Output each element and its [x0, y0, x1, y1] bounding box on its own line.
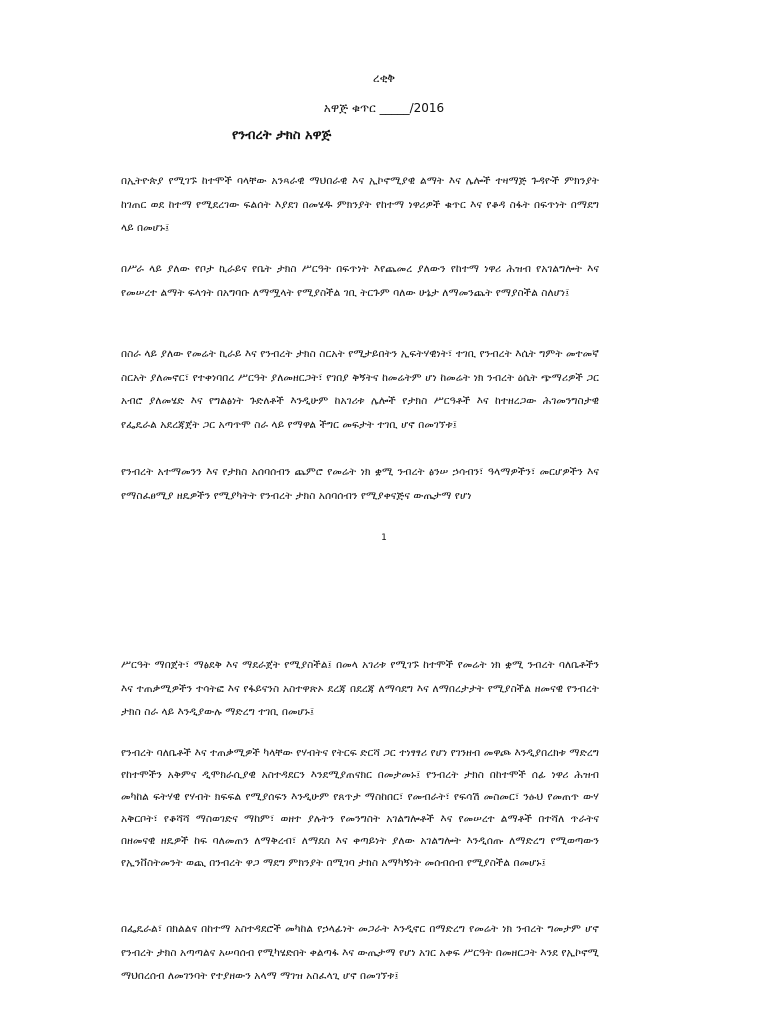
law-title: የንብረት ታክስ አዋጅ — [232, 128, 332, 143]
page-break — [0, 560, 768, 650]
law-number: አዋጅ ቁጥር _____/2016 — [323, 101, 445, 115]
page-number: 1 — [381, 533, 387, 543]
preamble-paragraph-2: በሥራ ላይ ያለው የቦታ ኪራይና የቤት ታክስ ሥርዓት በፍጥነት እየጨመረ ያለውን የከተማ ነዋሪ ሕዝብ የአገልግሎት እና የመሠረተ ልማት ፍላጎት በአግባቡ ለማሟላት የሚያስችል ገቢ ትርጉም ባለው ሁኔታ ለማመንጨት የማያስችል ስለሆነ፤ — [121, 263, 599, 299]
draft-label: ረቂቅ — [372, 71, 396, 85]
preamble-paragraph-1: በኢትዮጵያ የሚገኙ ከተሞች ባላቸው አንጻራዊ ማህበራዊ እና ኢኮኖሚያዊ ልማት እና ሌሎች ተዛማጅ ጉዳዮች ምክንያት ከገጠር ወደ ከተማ የሚደረገው ፍልሰት እያደገ በመሄዱ ምክንያት የከተማ ነዋሪዎች ቁጥር እና የቆዳ ስፋት በፍጥነት በማደግ ላይ በመሆኑ፤ — [121, 175, 599, 234]
preamble-paragraph-3: በስራ ላይ ያለው የመሬት ኪራይ እና የንብረት ታክስ ስርአት የሚታይበትን ኢፍትሃዊነት፣ ተገቢ የንብረት እሴት ግምት መተመኛ ስርአት ያለመኖር፣ የተቀነባበረ ሥርዓት ያለመዘርጋት፣ የገበያ ቅኝትና ከመሬትም ሆነ ከመሬት ነክ ንብረት ዕሴት ጭማሪዎች ጋር አብሮ ያለመሄድ እና የግልፅነት ጉድለቶች እንዲሁም ከአገሪቱ ሌሎች የታክስ ሥርዓቶች እና ከተዘረጋው ሕገመንግስታዊ የፌዴራል አደረጃጀት ጋር አጣጥሞ ስራ ላይ የማዋል ችግር መፍታት ተገቢ ሆኖ በመገኘቱ፤ — [121, 348, 599, 431]
preamble-paragraph-7: በፌዴራል፣ በክልልና በከተማ አስተዳደሮች መካከል የኃላፊነት መጋራት እንዲኖር በማድረግ የመሬት ነክ ንብረት ግመታም ሆኖ የንብረት ታክስ አጣጣልና አሠባሰብ የሚካሄድበት ቀልጣፋ እና ውጤታማ የሆነ አገር አቀፍ ሥርዓት በመዘርጋት እንደ የኢኮኖሚ ማህበረሰብ ለመገንባት የተያዘውን አላማ ማገዝ አስፈላጊ ሆኖ በመገኘቱ፤ — [121, 923, 599, 982]
preamble-paragraph-4: የንብረት አተማመንን እና የታክስ አሰባሰብን ጨምሮ የመሬት ነክ ቋሚ ንብረት ፅንሠ ኃሳብን፣ ዓላማዎችን፣ መርሆዎችን እና የማስፈፀሚያ ዘዴዎችን የሚያካትት የንብረት ታክስ አሰባሰብን የሚያቀናጅና ውጤታማ የሆነ — [121, 466, 600, 502]
preamble-paragraph-6: የንብረት ባለቤቶች እና ተጠቃሚዎች ካላቸው የሃብትና የትርፍ ድርሻ ጋር ተነፃፃሪ የሆነ የገንዘብ መዋጮ እንዲያበረክቱ ማድረግ የከተሞችን አቅምና ዲሞክራሲያዊ አስተዳደርን እንደሚያጠናክር በመታመኑ፤ የንብረት ታክስ በከተሞች ሰፊ ነዋሪ ሕዝብ መካከል ፍትሃዊ የሃብት ክፍፍል የሚያሰፍን እንዲሁም የጸጥታ ማስከበር፣ የመብራት፣ የፍሳሽ መስመር፣ ንፁህ የመጠጥ ውሃ አቅርቦት፣ የቆሻሻ ማስወገድና ማከም፣ ወዘተ ያሉትን የመንግስት አገልግሎቶች እና የመሠረተ ልማቶች በተሻለ ጥራትና በዘመናዊ ዘዴዎች ከፍ ባለመጠን ለማቅረብ፣ ለማደስ እና ቀጣይነት ያለው አገልግሎት እንዲሰጡ ለማድረግ የሚወጣውን የኢንቨስትመንት ወጪ በንብረት ዋጋ ማደግ ምክንያት በሚገባ ታክስ አማካኝነት መሰብሰብ የሚያስችል በመሆኑ፤ — [121, 747, 599, 869]
preamble-paragraph-5: ሥርዓት ማበጀት፣ ማፅደቅ እና ማደራጀት የሚያስችል፤ በመላ አገሪቱ የሚገኙ ከተሞች የመሬት ነክ ቋሚ ንብረት ባለቤቶችን እና ተጠቃሚዎችን ተሳትፎ እና የፋይናንስ አስተዋጽኦ ደረጃ በደረጃ ለማሳደግ እና ለማበረታታት የሚያስችል ዘመናዊ የንብረት ታክስ ስራ ላይ እንዲያውሉ ማድረግ ተገቢ በመሆኑ፤ — [121, 659, 599, 718]
